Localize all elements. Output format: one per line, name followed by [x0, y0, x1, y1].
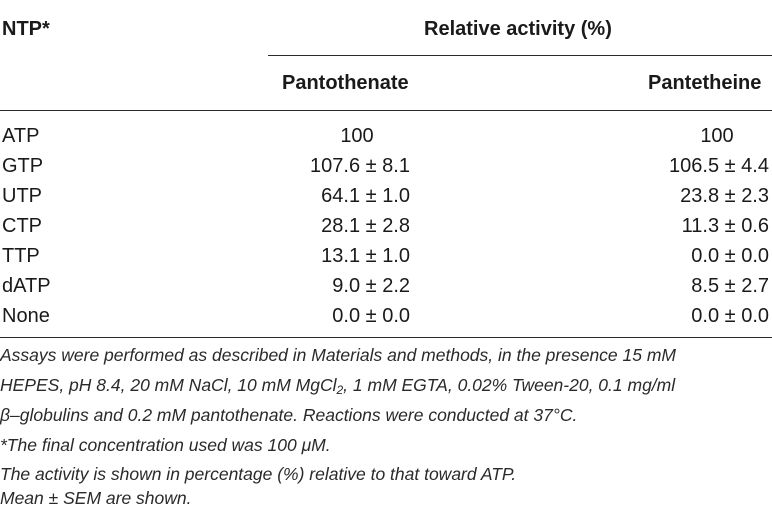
group-header-rule [268, 55, 772, 56]
pantothenate-cell: 0.0 ± 0.0 [332, 305, 410, 327]
pantetheine-cell: 8.5 ± 2.7 [691, 275, 769, 297]
footnote-line-5: The activity is shown in percentage (%) relative to that toward ATP. [0, 464, 517, 484]
ntp-cell: TTP [2, 245, 40, 267]
ntp-cell: GTP [2, 155, 44, 177]
table-row [0, 181, 772, 211]
pantothenate-cell: 107.6 ± 8.1 [310, 155, 410, 177]
pantothenate-cell: 100 [340, 125, 374, 147]
footnote-line-3: β–globulins and 0.2 mM pantothenate. Reactions were conducted at 37°C. [0, 405, 578, 425]
ntp-cell: ATP [2, 125, 40, 147]
pantothenate-cell: 28.1 ± 2.8 [321, 215, 410, 237]
pantothenate-cell: 64.1 ± 1.0 [321, 185, 410, 207]
ntp-cell: CTP [2, 215, 42, 237]
ntp-cell: None [2, 305, 50, 327]
footnote-line-1: Assays were performed as described in Materials and methods, in the presence 15 mM [0, 345, 677, 365]
pantetheine-cell: 106.5 ± 4.4 [669, 155, 769, 177]
table-row [0, 271, 772, 301]
ntp-cell: UTP [2, 185, 42, 207]
footnote-line-2-pre: HEPES, pH 8.4, 20 mM NaCl, 10 mM MgCl [0, 375, 337, 395]
table-row [0, 241, 772, 271]
table-row [0, 301, 772, 331]
col-header-ntp: NTP* [2, 18, 50, 40]
group-header-relative-activity: Relative activity (%) [424, 18, 612, 40]
footnote-line-2 [0, 374, 675, 396]
ntp-cell: dATP [2, 275, 51, 297]
pantetheine-cell: 23.8 ± 2.3 [680, 185, 769, 207]
table-bottom-rule [0, 337, 772, 338]
col-header-pantothenate: Pantothenate [282, 72, 409, 94]
footnote-line-6: Mean ± SEM are shown. [0, 488, 192, 508]
table-row [0, 211, 772, 241]
pantetheine-cell: 0.0 ± 0.0 [691, 245, 769, 267]
table-row [0, 151, 772, 181]
pantothenate-cell: 9.0 ± 2.2 [332, 275, 410, 297]
header-bottom-rule [0, 110, 772, 111]
table-row [0, 121, 772, 151]
pantothenate-cell: 13.1 ± 1.0 [321, 245, 410, 267]
pantetheine-cell: 100 [700, 125, 734, 147]
footnote-line-4: *The final concentration used was 100 μM. [0, 435, 331, 455]
footnote-line-2-post: , 1 mM EGTA, 0.02% Tween-20, 0.1 mg/ml [343, 375, 676, 395]
pantetheine-cell: 0.0 ± 0.0 [691, 305, 769, 327]
table-body [0, 121, 772, 331]
pantetheine-cell: 11.3 ± 0.6 [681, 215, 769, 237]
footnote-line-2-subscript: 2 [336, 383, 344, 397]
col-header-pantetheine: Pantetheine [648, 72, 762, 94]
